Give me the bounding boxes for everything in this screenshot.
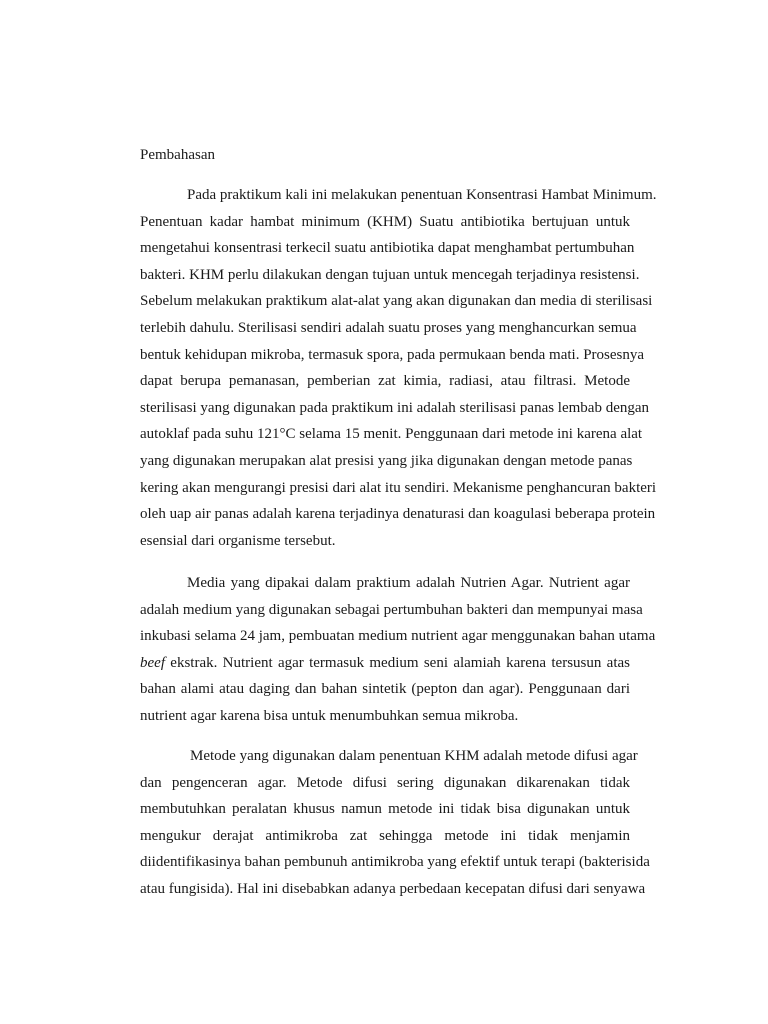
paragraph-line: kering akan mengurangi presisi dari alat itu sendiri. Mekanisme penghancuran bakteri bbox=[140, 479, 657, 496]
paragraph-line: nutrient agar karena bisa untuk menumbuhkan semua mikroba. bbox=[140, 707, 519, 724]
paragraph-line: yang digunakan merupakan alat presisi yang jika digunakan dengan metode panas bbox=[140, 452, 633, 469]
paragraph-line: bentuk kehidupan mikroba, termasuk spora, pada permukaan benda mati. Prosesnya bbox=[140, 346, 645, 363]
paragraph-line: autoklaf pada suhu 121°C selama 15 menit. Penggunaan dari metode ini karena alat bbox=[140, 426, 643, 443]
paragraph-line: adalah medium yang digunakan sebagai pertumbuhan bakteri dan mempunyai masa bbox=[140, 601, 643, 618]
paragraph-line: diidentifikasinya bahan pembunuh antimikroba yang efektif untuk terapi (bakterisida bbox=[140, 854, 650, 871]
paragraph-line: mengukur derajat antimikroba zat sehingga metode ini tidak menjamin bbox=[140, 827, 630, 844]
paragraph-line-rest: ekstrak. Nutrient agar termasuk medium seni alamiah karena tersusun atas bbox=[170, 654, 630, 671]
paragraph-1 bbox=[140, 182, 657, 554]
paragraph-line-with-italic bbox=[140, 650, 630, 677]
paragraph-line: dan pengenceran agar. Metode difusi sering digunakan dikarenakan tidak bbox=[140, 774, 630, 791]
paragraph-line: Media yang dipakai dalam praktium adalah Nutrien Agar. Nutrient agar bbox=[187, 575, 630, 591]
section-heading: Pembahasan bbox=[140, 147, 215, 163]
paragraph-line: bahan alami atau daging dan bahan sintetik (pepton dan agar). Penggunaan dari bbox=[140, 681, 630, 698]
paragraph-2 bbox=[140, 570, 656, 730]
paragraph-line: bakteri. KHM perlu dilakukan dengan tujuan untuk mencegah terjadinya resistensi. bbox=[140, 266, 640, 283]
paragraph-line: inkubasi selama 24 jam, pembuatan medium nutrient agar menggunakan bahan utama bbox=[140, 628, 656, 645]
paragraph-line: membutuhkan peralatan khusus namun metode ini tidak bisa digunakan untuk bbox=[140, 801, 630, 818]
paragraph-line: dapat berupa pemanasan, pemberian zat kimia, radiasi, atau filtrasi. Metode bbox=[140, 373, 630, 390]
paragraph-line: Metode yang digunakan dalam penentuan KHM adalah metode difusi agar bbox=[190, 748, 638, 764]
paragraph-line: atau fungisida). Hal ini disebabkan adanya perbedaan kecepatan difusi dari senyawa bbox=[140, 880, 646, 897]
italic-word: beef bbox=[140, 654, 165, 671]
paragraph-line: Sebelum melakukan praktikum alat-alat yang akan digunakan dan media di sterilisasi bbox=[140, 293, 653, 310]
paragraph-line: Pada praktikum kali ini melakukan penentuan Konsentrasi Hambat Minimum. bbox=[187, 187, 657, 203]
paragraph-line: oleh uap air panas adalah karena terjadinya denaturasi dan koagulasi beberapa protein bbox=[140, 506, 656, 523]
paragraph-line: Penentuan kadar hambat minimum (KHM) Suatu antibiotika bertujuan untuk bbox=[140, 213, 630, 230]
paragraph-line: sterilisasi yang digunakan pada praktikum ini adalah sterilisasi panas lembab dengan bbox=[140, 399, 650, 416]
paragraph-line: terlebih dahulu. Sterilisasi sendiri adalah suatu proses yang menghancurkan semua bbox=[140, 319, 637, 336]
paragraph-line: esensial dari organisme tersebut. bbox=[140, 532, 336, 549]
paragraph-line: mengetahui konsentrasi terkecil suatu antibiotika dapat menghambat pertumbuhan bbox=[140, 240, 635, 257]
paragraph-3 bbox=[140, 743, 650, 903]
